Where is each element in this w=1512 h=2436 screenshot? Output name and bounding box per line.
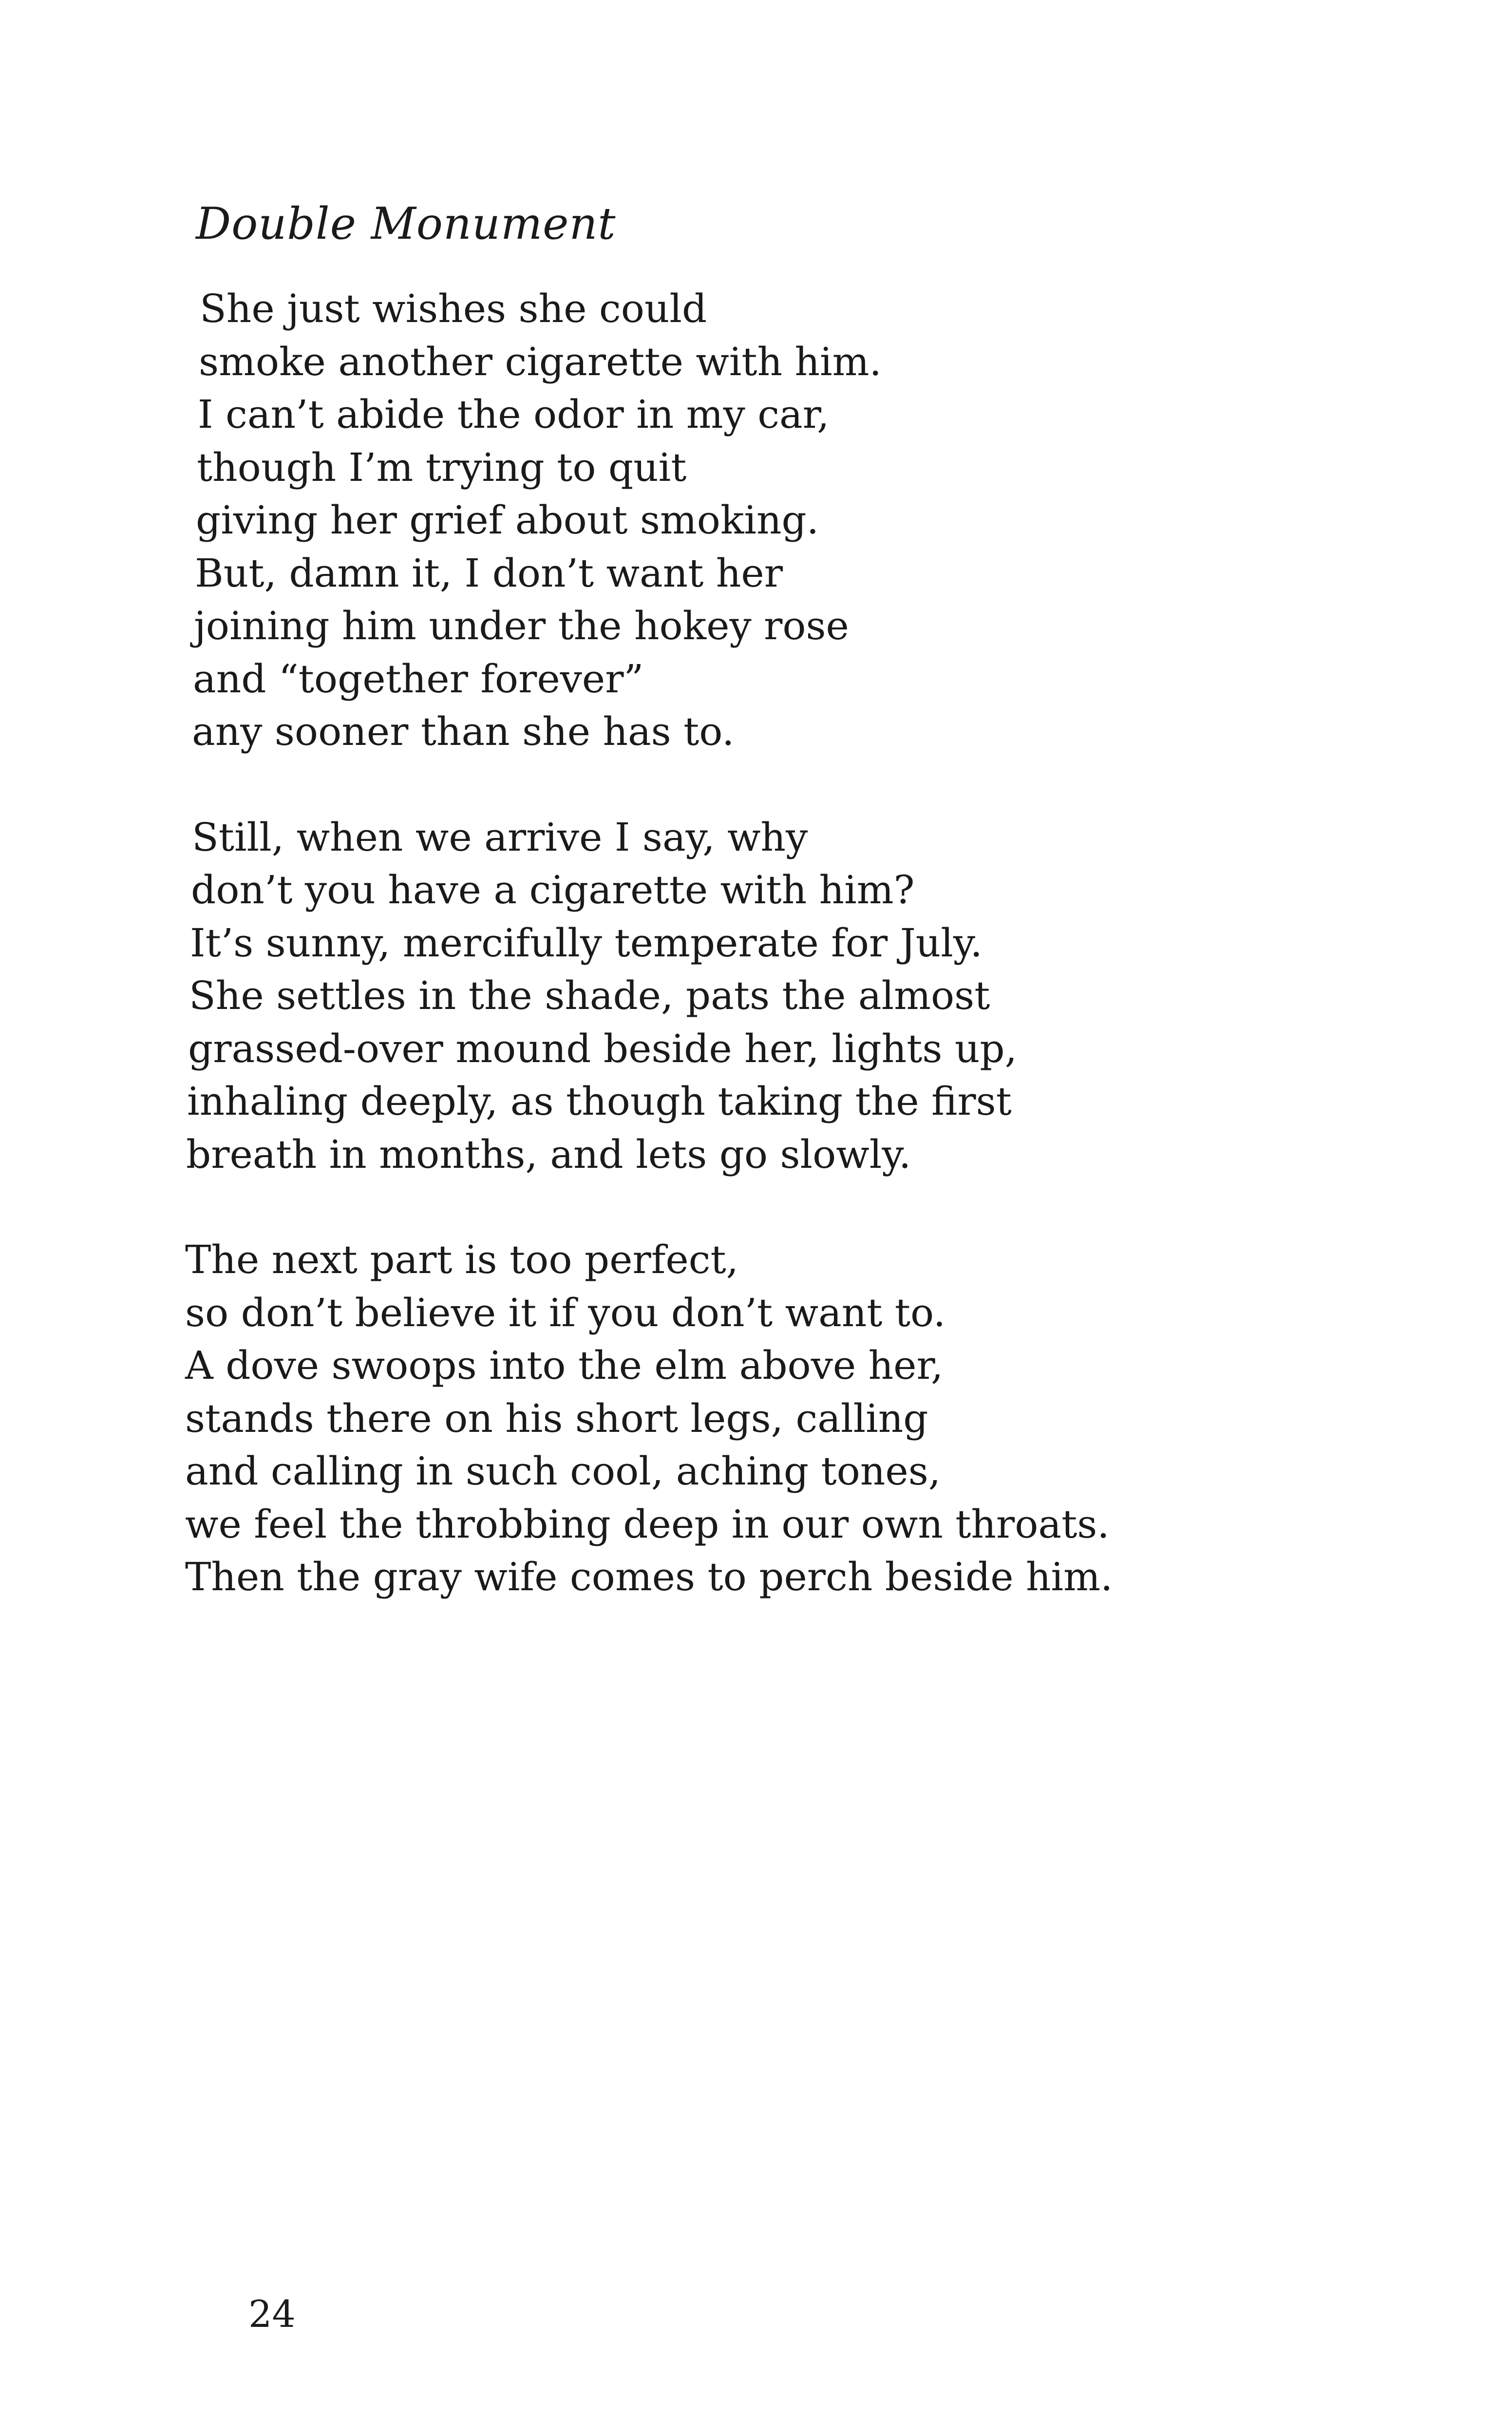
- poem-line: But, damn it, I don’t want her: [195, 550, 783, 596]
- poem-line: I can’t abide the odor in my car,: [198, 392, 830, 437]
- poem-line: joining him under the hokey rose: [194, 603, 849, 648]
- poem-line: smoke another cigarette with him.: [199, 339, 882, 384]
- poem-line: She settles in the shade, pats the almost: [189, 973, 990, 1018]
- poem-line: giving her grief about smoking.: [196, 497, 819, 543]
- poem-line: so don’t believe it if you don’t want to.: [185, 1290, 946, 1335]
- poem-line: Still, when we arrive I say, why: [192, 814, 808, 860]
- poem-line: grassed-over mound beside her, lights up,: [188, 1026, 1017, 1071]
- stanza-1: [185, 283, 1354, 759]
- poem-line: and “together forever”: [193, 656, 644, 702]
- page-number: 24: [248, 2292, 296, 2336]
- poem-line: stands there on his short legs, calling: [185, 1395, 928, 1441]
- poem-line: breath in months, and lets go slowly.: [186, 1131, 911, 1177]
- poem-line: and calling in such cool, aching tones,: [185, 1448, 941, 1494]
- poem-line: don’t you have a cigarette with him?: [191, 867, 915, 913]
- poem-line: inhaling deeply, as though taking the first: [187, 1079, 1012, 1124]
- stanza-3: [185, 1234, 1354, 1604]
- poem-line: It’s sunny, mercifully temperate for July.: [190, 920, 983, 966]
- stanza-2: [185, 811, 1354, 1181]
- poem: [185, 195, 1354, 1656]
- poem-line: though I’m trying to quit: [197, 444, 687, 490]
- poem-line: The next part is too perfect,: [185, 1237, 739, 1282]
- poem-line: Then the gray wife comes to perch beside him.: [185, 1554, 1113, 1599]
- poem-line: we feel the throbbing deep in our own throats.: [185, 1501, 1110, 1547]
- poem-line: any sooner than she has to.: [192, 709, 735, 754]
- poem-line: She just wishes she could: [200, 286, 707, 331]
- poem-title: Double Monument: [196, 198, 616, 249]
- poem-line: A dove swoops into the elm above her,: [185, 1343, 944, 1388]
